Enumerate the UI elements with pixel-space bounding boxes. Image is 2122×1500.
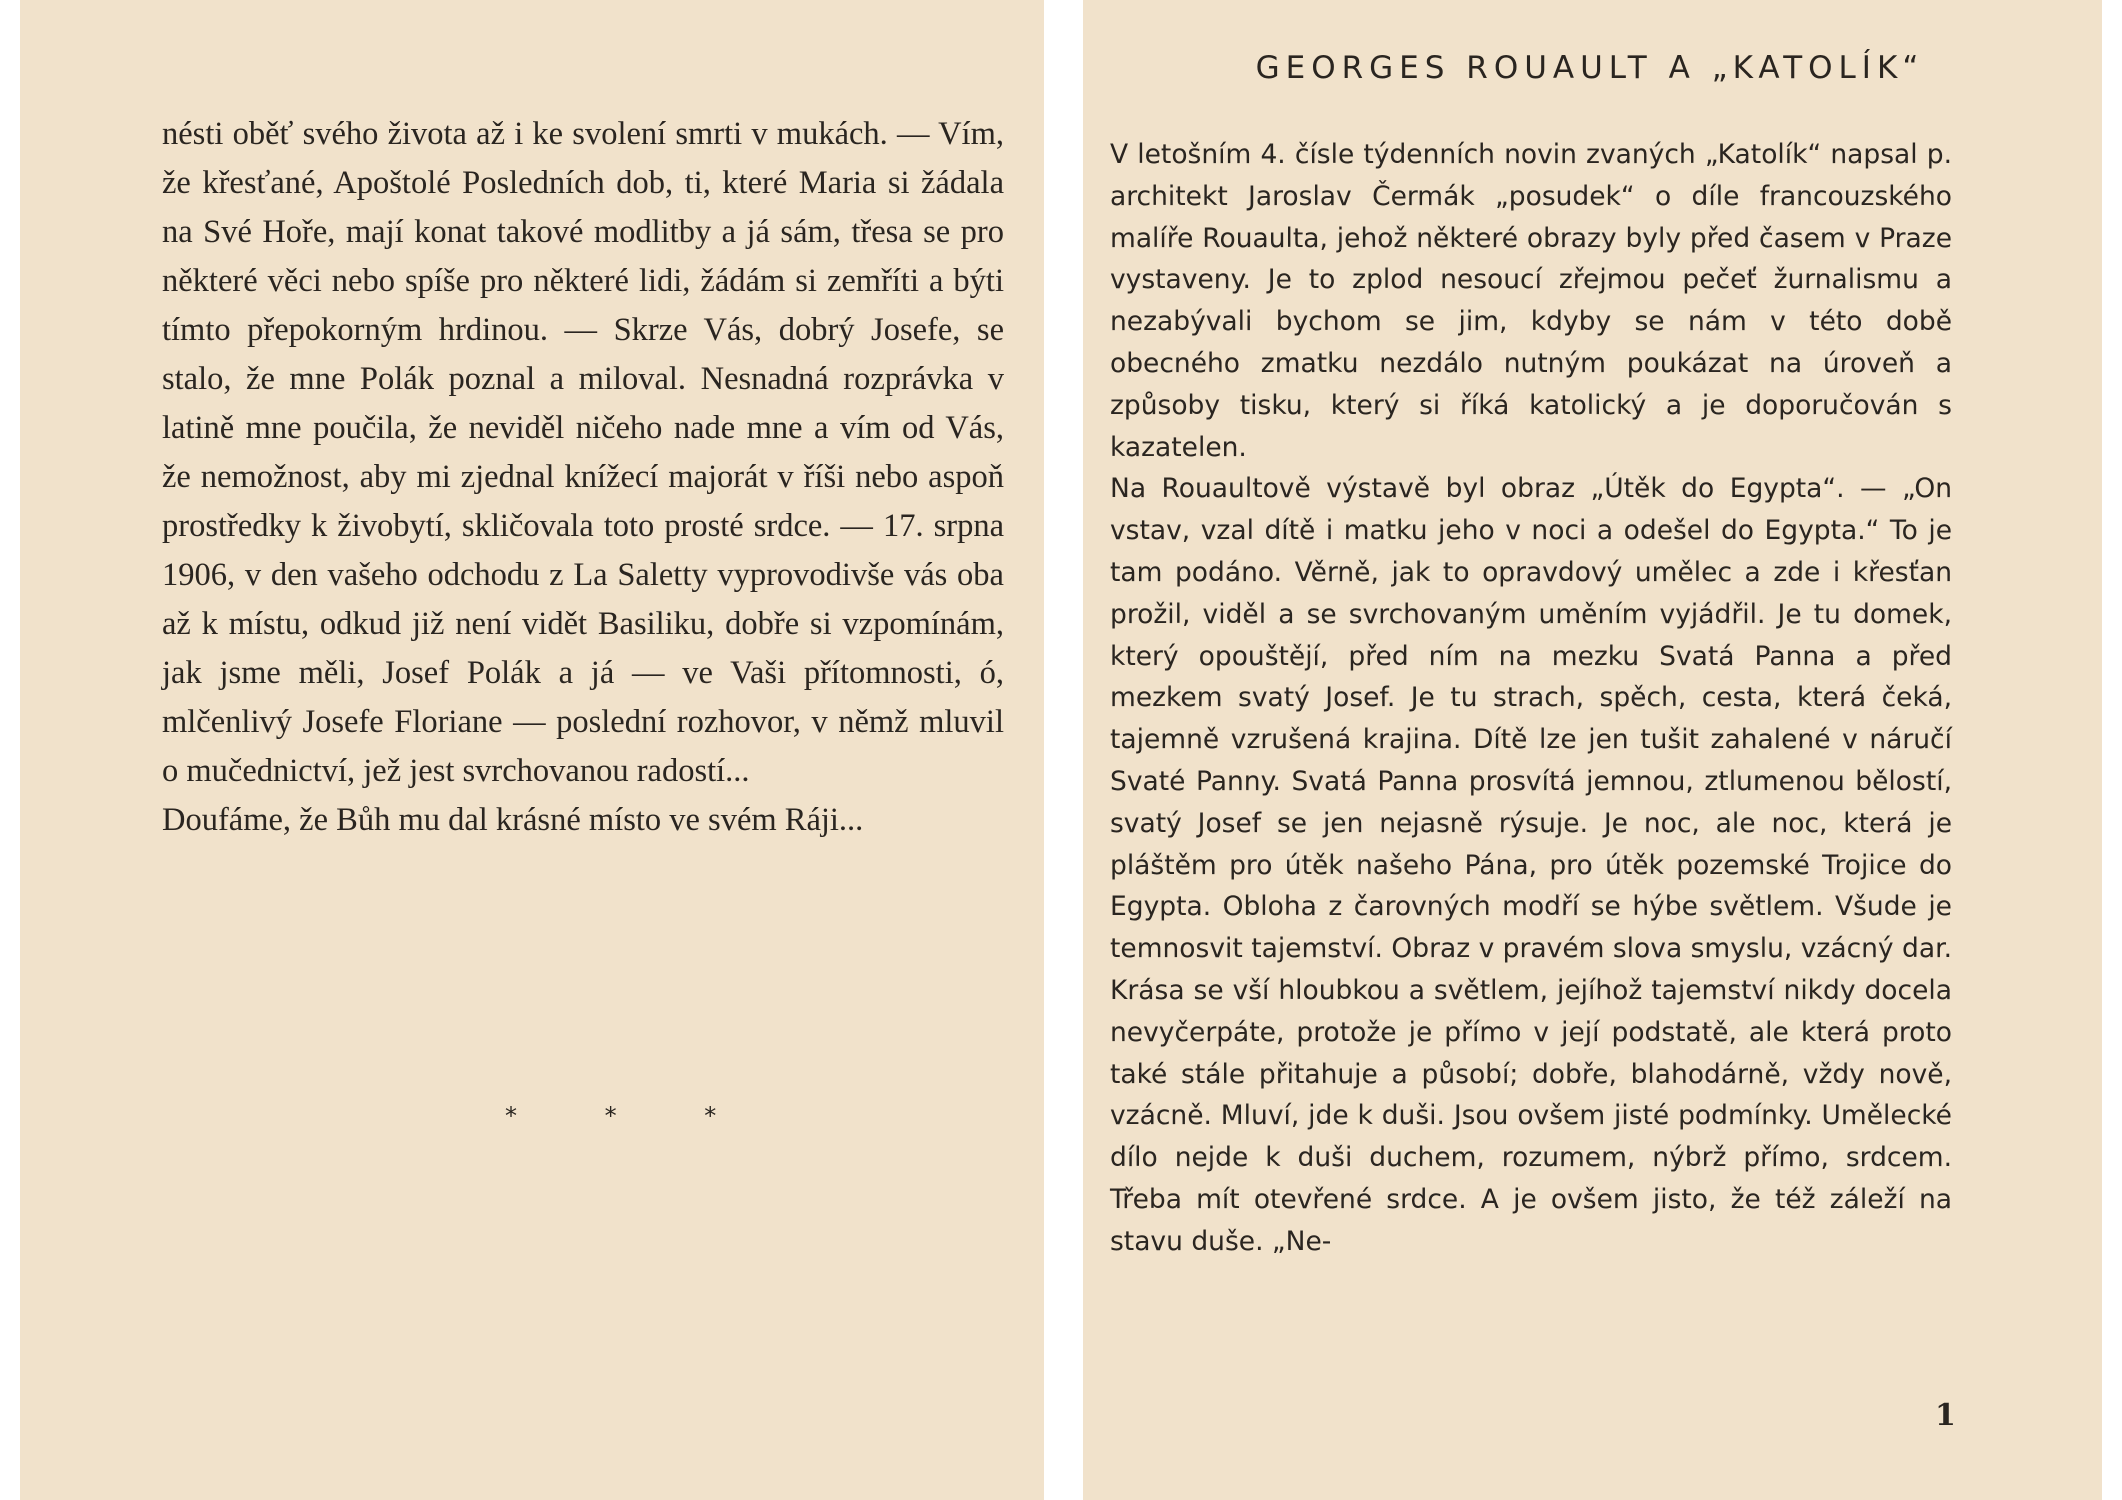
right-body-text [1110,134,1952,1263]
right-paragraph-2: Na Rouaultově výstavě byl obraz „Útěk do Egypta“. — „On vstav, vzal dítě i matku jeho v noci a odešel do Egypta.“ To je tam podáno. Věrně, jak to opravdový umělec a zde i křesťan prožil, viděl a se svrchovaným uměním vyjádřil. Je tu domek, který opouštějí, před ním na mezku Svatá Panna a před mezkem svatý Josef. Je tu strach, spěch, cesta, která čeká, tajemně vzrušená krajina. Dítě lze jen tušit zahalené v náručí Svaté Panny. Svatá Panna prosvítá jemnou, ztlumenou bělostí, svatý Josef se jen nejasně rýsuje. Je noc, ale noc, která je pláštěm pro útěk našeho Pána, pro útěk pozemské Trojice do Egypta. Obloha z čarovných modří se hýbe světlem. Všude je temnosvit tajemství. Obraz v pravém slova smyslu, vzácný dar. Krása se vší hloubkou a světlem, jejíhož tajemství nikdy docela nevyčerpáte, protože je přímo v její podstatě, ale která proto také stále přitahuje a působí; dobře, blahodárně, vždy nově, vzácně. Mluví, jde k duši. Jsou ovšem jisté podmínky. Umělecké dílo nejde k duši duchem, rozumem, nýbrž přímo, srdcem. Třeba mít otevřené srdce. A je ovšem jisto, že též záleží na stavu duše. „Ne- [1110,473,1952,1257]
page-number: 1 [1935,1398,1956,1433]
left-paragraph-1: nésti oběť svého života až i ke svolení smrti v mukách. — Vím, že křesťané, Apoštolé Posledních dob, ti, které Maria si žádala na Své Hoře, mají konat takové modlitby a já sám, třesa se pro některé věci nebo spíše pro některé lidi, žádám si zemříti a býti tímto přepokorným hrdinou. — Skrze Vás, dobrý Josefe, se stalo, že mne Polák poznal a miloval. Nesnadná rozprávka v latině mne poučila, že neviděl ničeho nade mne a vím od Vás, že nemožnost, aby mi zjednal knížecí majorát v říši nebo aspoň prostředky k živobytí, skličovala toto prosté srdce. — 17. srpna 1906, v den vašeho odchodu z La Saletty vyprovodivše vás oba až k místu, odkud již není vidět Basiliku, dobře si vzpomínám, jak jsme měli, Josef Polák a já — ve Vaši přítomnosti, ó, mlčenlivý Josefe Floriane — poslední rozhovor, v němž mluvil o mučednictví, jež jest svrchovanou radostí... [162,116,1004,789]
left-paragraph-2: Doufáme, že Bůh mu dal krásné místo ve svém Ráji... [162,802,864,838]
left-body-text [162,110,1004,845]
right-page [1083,0,2102,1500]
left-page [20,0,1044,1500]
section-separator: * * * [505,1102,757,1130]
right-paragraph-1: V letošním 4. čísle týdenních novin zvaných „Katolík“ napsal p. architekt Jaroslav Čermák „posudek“ o díle francouzského malíře Rouaulta, jehož některé obrazy byly před časem v Praze vystaveny. Je to zplod nesoucí zřejmou pečeť žurnalismu a nezabývali bychom se jim, kdyby se nám v této době obecného zmatku nezdálo nutným poukázat na úroveň a způsoby tisku, který si říká katolický a je doporučován s kazatelen. [1110,139,1952,463]
article-heading: GEORGES ROUAULT A „KATOLÍK“ [1255,50,1925,86]
